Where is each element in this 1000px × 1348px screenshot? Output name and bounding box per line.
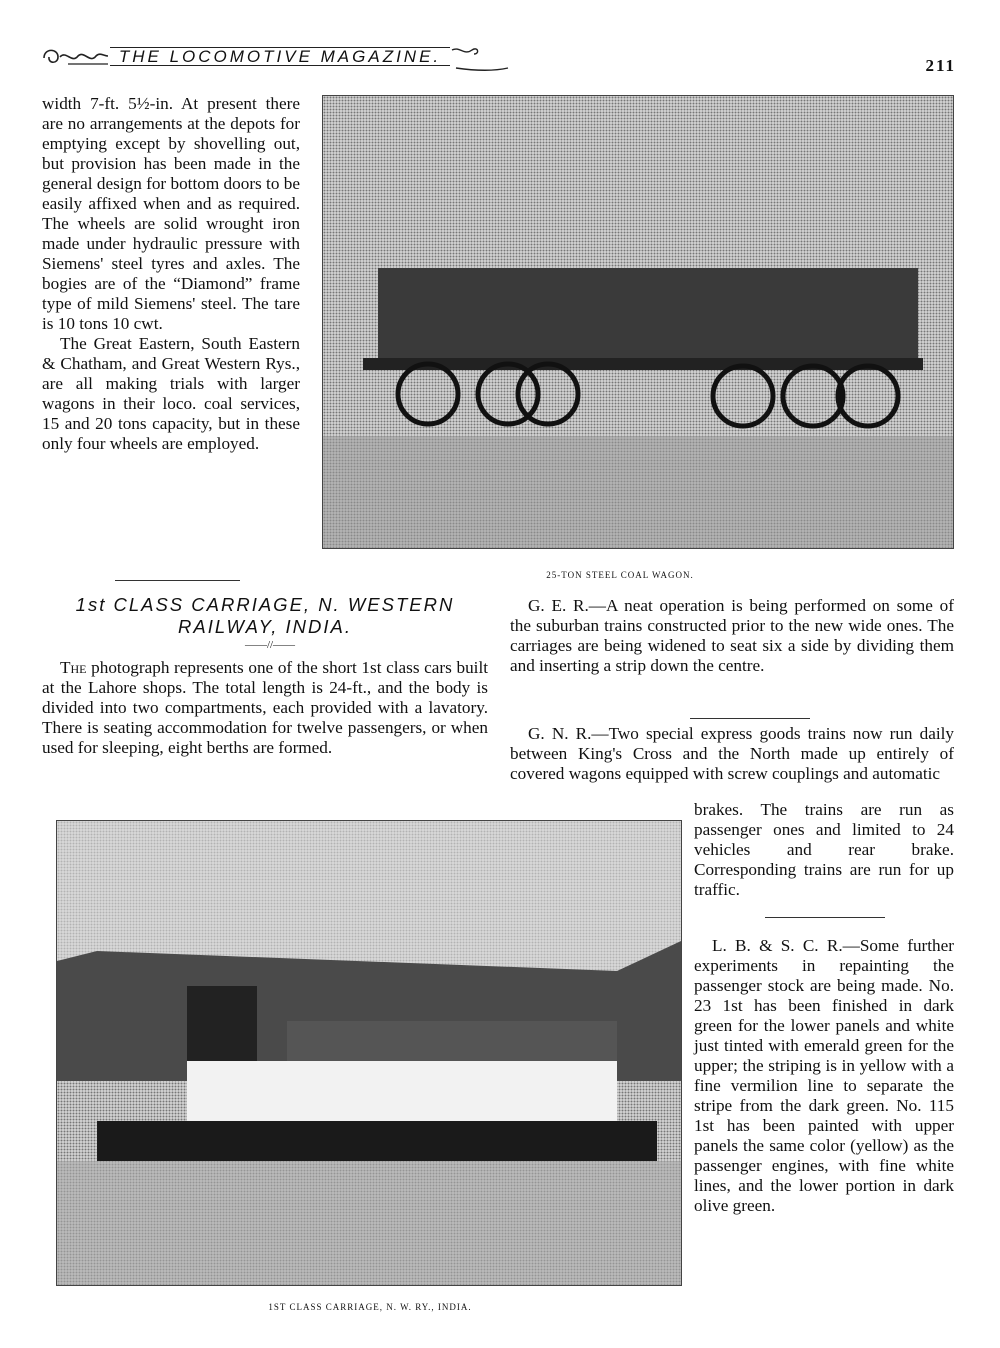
wagon-photo-caption: 25-TON STEEL COAL WAGON. — [546, 570, 694, 580]
carriage-photo-caption: 1ST CLASS CARRIAGE, N. W. RY., INDIA. — [268, 1302, 472, 1312]
ger-news: G. E. R.—A neat operation is being performed on some of the suburban trains constructed prior to the new wide ones. The carriages are being widened to seat six a side by dividing them and inserting a strip down the centre. — [510, 596, 954, 675]
magazine-title: THE LOCOMOTIVE MAGAZINE. — [110, 47, 450, 66]
page-number: 211 — [925, 56, 956, 75]
carriage-paragraph: photograph represents one of the short 1st class cars built at the Lahore shops. The total length is 24-ft., and the body is divided into two compartments, each provided with a lavatory. There is seating accommodation for twelve passengers, or when used for sleeping, eight berths are formed. — [42, 658, 488, 757]
heading-line-1: 1st CLASS CARRIAGE, N. WESTERN — [75, 594, 455, 615]
carriage-photo — [56, 820, 682, 1286]
header-ornament-right — [450, 44, 510, 74]
carriage-illustration — [57, 821, 681, 1285]
carriage-roof — [287, 1021, 617, 1061]
lead-word: The — [60, 658, 87, 677]
gnr-news-part2: brakes. The trains are run as passenger ones and limited to 24 vehicles and rear brake. Corresponding trains are run for up traffic. — [694, 800, 954, 899]
carriage-article-heading — [42, 594, 488, 638]
gnr-news-part1: G. N. R.—Two special express goods trains now run daily between King's Cross and the North made up entirely of covered wagons equipped with screw couplings and automatic — [510, 724, 954, 783]
ground — [57, 1161, 681, 1285]
wagon-body — [378, 268, 918, 363]
wagon-wheel — [783, 366, 843, 426]
heading-line-2: RAILWAY, INDIA. — [178, 616, 352, 637]
carriage-underframe — [97, 1121, 657, 1161]
coal-wagon-photo — [322, 95, 954, 549]
wagon-paragraph: width 7-ft. 5½-in. At present there are no arrangements at the depots for emptying except by shovelling out, but provision has been made in the general design for bottom doors to be easily affixed when and as required. The wheels are solid wrought iron made under hydraulic pressure with Siemens' steel tyres and axles. The bogies are of the “Diamond” frame type of mild Siemens' steel. The tare is 10 tons 10 cwt. — [42, 94, 300, 333]
divider — [690, 718, 810, 719]
ground — [323, 436, 953, 548]
wagon-wheel — [398, 364, 458, 424]
header-ornament-left — [40, 44, 110, 70]
coal-wagon-illustration — [323, 96, 953, 548]
lbscr-news: L. B. & S. C. R.—Some further experiments in repainting the passenger stock are being made. No. 23 1st has been finished in dark green for the lower panels and white just tinted with emerald green for the upper; the striping is in yellow with a fine vermilion line to separate the stripe from the dark green. No. 115 1st has been painted with upper panels the same color (yellow) as the passenger engines, with fine white lines, and the lower portion in dark olive green. — [694, 936, 954, 1215]
heading-ornament: ——//—— — [244, 639, 296, 651]
wagon-wheel — [713, 366, 773, 426]
wagon-wheel — [838, 366, 898, 426]
divider — [115, 580, 240, 581]
wagon-wheel — [518, 364, 578, 424]
sky — [57, 821, 681, 971]
carriage-body — [187, 1061, 617, 1131]
news-column-continued — [694, 800, 954, 900]
wagon-paragraph: The Great Eastern, South Eastern & Chatham, and Great Western Rys., are all making trials with larger wagons in their loco. coal services, 15 and 20 tons capacity, but in these only four wheels are employed. — [42, 334, 300, 453]
wagon-article-text — [42, 94, 300, 454]
divider — [765, 917, 885, 918]
carriage-article-text — [42, 658, 488, 758]
news-column — [510, 596, 954, 676]
